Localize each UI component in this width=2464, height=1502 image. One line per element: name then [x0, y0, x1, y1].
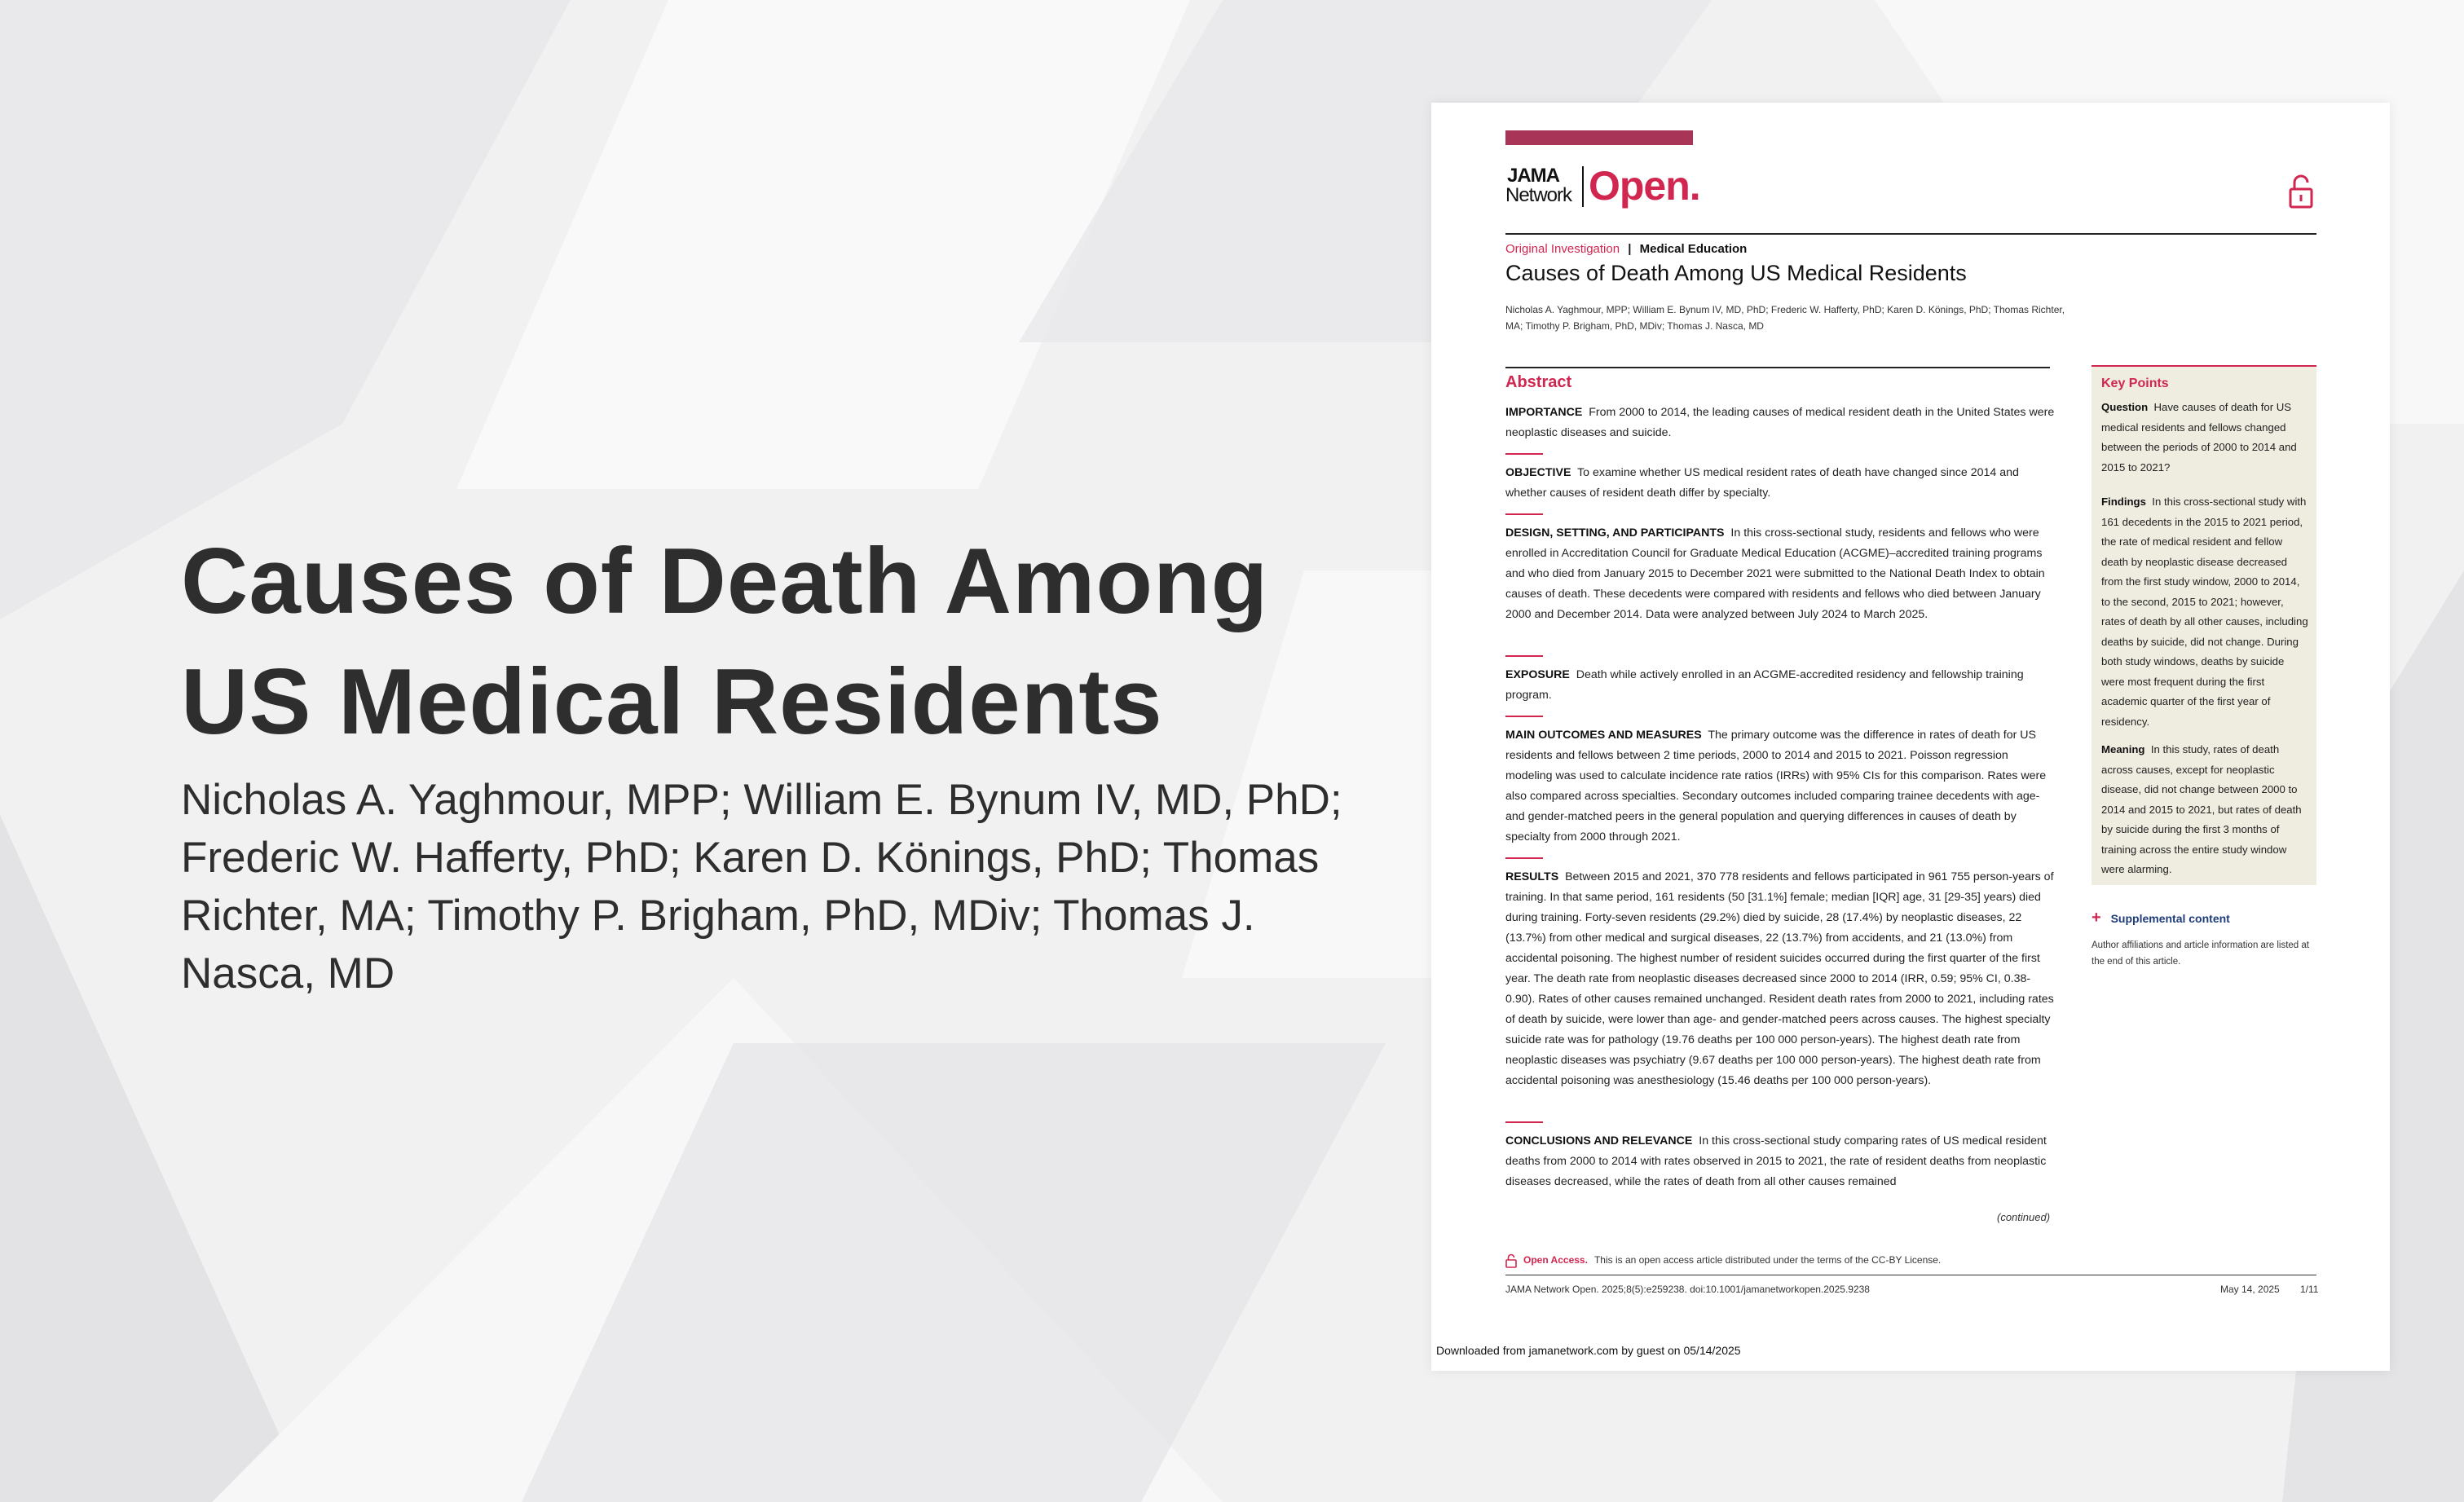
open-access-lock-icon	[1505, 1253, 1517, 1268]
section-divider	[1505, 655, 1543, 657]
publication-date: May 14, 2025	[2220, 1284, 2280, 1295]
abstract-text: In this cross-sectional study comparing rates of US medical resident deaths from 2000 to 2014 with rates observed in 2015 to 2021, the rate of resident deaths from neoplastic diseases decreased, while the rates of death from all other causes remained	[1505, 1134, 2047, 1188]
kicker-separator: |	[1628, 242, 1632, 256]
abstract-label: IMPORTANCE	[1505, 406, 1583, 419]
abstract-importance	[1505, 403, 2056, 443]
page-number: 1/11	[2300, 1284, 2319, 1295]
section-divider	[1505, 716, 1543, 717]
plus-icon: +	[2092, 909, 2101, 927]
key-points-heading: Key Points	[2101, 377, 2169, 390]
key-points-text: In this cross-sectional study with 161 decedents in the 2015 to 2021 period, the rate of medical resident and fellow death by neoplastic disease decreased from the first study window, 2000 to 2014, to the second, 2015 to 2021; however, rates of death by all other causes, including deaths by suicide, did not change. During both study windows, deaths by suicide were most frequent during the first academic quarter of the first year of residency.	[2101, 496, 2308, 728]
section-divider	[1505, 453, 1543, 455]
key-points-findings	[2101, 492, 2310, 732]
article-type: Original Investigation	[1505, 242, 1620, 256]
key-points-label: Question	[2101, 401, 2149, 413]
slide-text	[181, 522, 1387, 1002]
logo-network: Network	[1505, 184, 1572, 206]
jama-network-open-logo	[1505, 161, 1717, 210]
supplemental-label: Supplemental content	[2110, 912, 2230, 925]
abstract-label: OBJECTIVE	[1505, 466, 1571, 479]
logo-jama: JAMA	[1507, 165, 1560, 187]
abstract-label: EXPOSURE	[1505, 668, 1570, 681]
abstract-rule	[1505, 367, 2050, 368]
abstract-label: MAIN OUTCOMES AND MEASURES	[1505, 729, 1702, 742]
paper-title: Causes of Death Among US Medical Residents	[1505, 261, 1967, 285]
abstract-conclusions	[1505, 1131, 2056, 1192]
section-divider	[1505, 857, 1543, 859]
key-points-box	[2092, 365, 2316, 885]
slide-title: Causes of Death Among US Medical Residents	[181, 530, 1269, 754]
open-access-text: This is an open access article distributed under the terms of the CC-BY License.	[1593, 1254, 1942, 1266]
header-rule	[1505, 233, 2316, 235]
abstract-label: DESIGN, SETTING, AND PARTICIPANTS	[1505, 526, 1725, 540]
abstract-label: RESULTS	[1505, 870, 1559, 883]
abstract-text: From 2000 to 2014, the leading causes of medical resident death in the United States were neoplastic diseases and suicide.	[1505, 406, 2055, 439]
article-section: Medical Education	[1639, 242, 1748, 256]
logo-open: Open.	[1589, 163, 1700, 209]
open-lock-icon	[2287, 173, 2315, 209]
article-kicker	[1505, 241, 1747, 258]
paper-page	[1431, 103, 2390, 1371]
abstract-heading: Abstract	[1505, 373, 1572, 391]
abstract-text: Death while actively enrolled in an ACGME-accredited residency and fellowship training program.	[1505, 668, 2024, 702]
key-points-meaning	[2101, 740, 2310, 880]
download-note: Downloaded from jamanetwork.com by guest on 05/14/2025	[1436, 1344, 1741, 1357]
key-points-label: Meaning	[2101, 743, 2145, 755]
abstract-results	[1505, 867, 2056, 1091]
key-points-text: Have causes of death for US medical residents and fellows changed between the periods of 2000 to 2014 and 2015 to 2021?	[2101, 401, 2297, 474]
logo-divider	[1582, 166, 1584, 207]
abstract-exposure	[1505, 665, 2056, 706]
section-divider	[1505, 513, 1543, 515]
key-points-label: Findings	[2101, 496, 2146, 508]
open-access-label: Open Access.	[1523, 1254, 1588, 1266]
paper-authors: Nicholas A. Yaghmour, MPP; William E. Bynum IV, MD, PhD; Frederic W. Hafferty, PhD; Karen D. Könings, PhD; Thomas Richter, MA; Timothy P. Brigham, PhD, MDiv; Thomas J. Nasca, MD	[1505, 304, 2065, 332]
open-access-note	[1505, 1252, 1941, 1268]
abstract-label: CONCLUSIONS AND RELEVANCE	[1505, 1134, 1693, 1147]
abstract-objective	[1505, 463, 2056, 504]
abstract-text: Between 2015 and 2021, 370 778 residents and fellows participated in 961 755 person-years of training. In that same period, 161 residents (50 [31.1%] female; median [IQR] age, 31 [29-35] years) died during training. Forty-seven residents (29.2%) died by suicide, 28 (17.4%) by neoplastic diseases, 22 (13.7%) from other medical and surgical diseases, 22 (13.7%) from accidents, and 21 (13.0%) from accidental poisoning. The highest number of resident suicides occurred during the first quarter of the first year. The death rate from neoplastic diseases decreased since 2000 to 2014 (IRR, 0.59; 95% CI, 0.38-0.90). Rates of other causes remained unchanged. Resident death rates from 2000 to 2021, including rates of death by suicide, were lower than age- and gender-matched peers across causes. The highest specialty suicide rate was for pathology (19.76 deaths per 100 000 person-years). The highest death rate from neoplastic diseases was psychiatry (9.67 deaths per 100 000 person-years). The highest death rate from accidental poisoning was anesthesiology (15.46 deaths per 100 000 person-years).	[1505, 870, 2054, 1087]
supplemental-content-link[interactable]	[2092, 910, 2230, 927]
abstract-text: In this cross-sectional study, residents and fellows who were enrolled in Accreditation Council for Graduate Medical Education (ACGME)–accredited training programs and who died from January 2015 to December 2021 were submitted to the National Death Index to obtain causes of death. These decedents were compared with residents and fellows who died between January 2000 and December 2014. Data were analyzed between July 2024 to March 2025.	[1505, 526, 2045, 621]
key-points-question	[2101, 398, 2310, 478]
continued-note: (continued)	[1997, 1211, 2051, 1223]
citation: JAMA Network Open. 2025;8(5):e259238. doi:10.1001/jamanetworkopen.2025.9238	[1505, 1284, 1870, 1295]
abstract-outcomes	[1505, 725, 2056, 848]
key-points-text: In this study, rates of death across causes, except for neoplastic disease, did not change between 2000 to 2014 and 2015 to 2021, but rates of death by suicide during the first 3 months of training across the entire study window were alarming.	[2101, 743, 2302, 875]
abstract-text: The primary outcome was the difference in rates of death for US residents and fellows between 2 time periods, 2000 to 2014 and 2015 to 2021. Poisson regression modeling was used to calculate incidence rate ratios (IRRs) with 95% CIs for this comparison. Rates were also compared across specialties. Secondary outcomes included comparing trainee decedents with age- and gender-matched peers in the general population and querying differences in causes of death by specialty from 2000 through 2021.	[1505, 729, 2047, 843]
abstract-design	[1505, 523, 2056, 625]
section-divider	[1505, 1121, 1543, 1123]
affiliations-note: Author affiliations and article information are listed at the end of this article.	[2092, 940, 2309, 967]
abstract-text: To examine whether US medical resident rates of death have changed since 2014 and whether causes of resident death differ by specialty.	[1505, 466, 2019, 500]
journal-color-bar	[1505, 130, 1693, 145]
slide-authors: Nicholas A. Yaghmour, MPP; William E. Bynum IV, MD, PhD; Frederic W. Hafferty, PhD; Karen D. Könings, PhD; Thomas Richter, MA; Timothy P. Brigham, PhD, MDiv; Thomas J. Nasca, MD	[181, 776, 1342, 998]
